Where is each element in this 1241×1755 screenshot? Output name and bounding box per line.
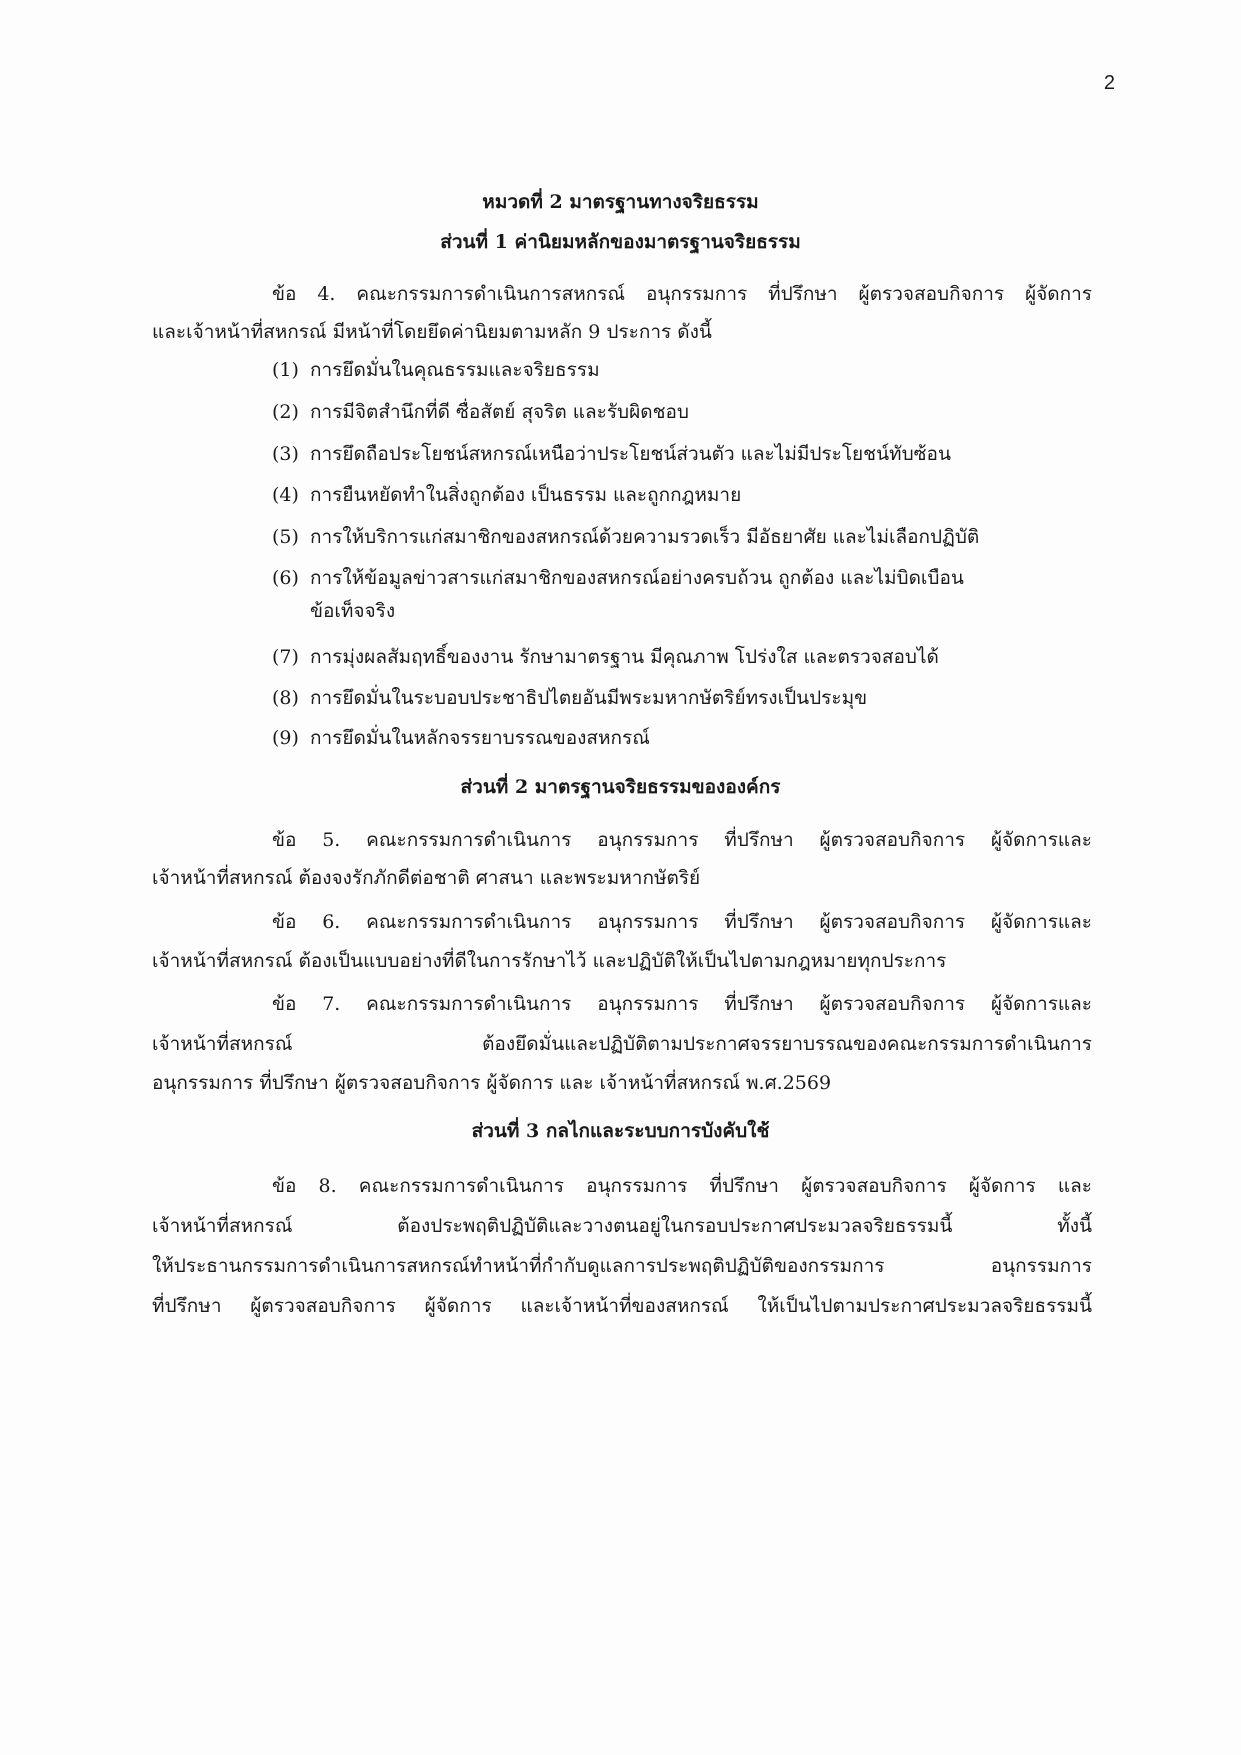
clause-8-line-2: เจ้าหน้าที่สหกรณ์ ต้องประพฤติปฏิบัติและวางตนอยู่ในกรอบประกาศประมวลจริยธรรมนี้ ทั้งนี้ (152, 1215, 1092, 1237)
list-item-number: (8) (272, 687, 299, 709)
list-item-number: (6) (272, 567, 299, 589)
clause-6-line-2: เจ้าหน้าที่สหกรณ์ ต้องเป็นแบบอย่างที่ดีในการรักษาไว้ และปฏิบัติให้เป็นไปตามกฎหมายทุกประการ (152, 950, 947, 972)
list-item-text: การยึดมั่นในคุณธรรมและจริยธรรม (310, 359, 600, 381)
list-item-text: การมีจิตสำนึกที่ดี ซื่อสัตย์ สุจริต และรับผิดชอบ (310, 401, 689, 423)
clause-7-line-3: อนุกรรมการ ที่ปรึกษา ผู้ตรวจสอบกิจการ ผู้จัดการ และ เจ้าหน้าที่สหกรณ์ พ.ศ.2569 (152, 1072, 832, 1094)
clause-5-line-2: เจ้าหน้าที่สหกรณ์ ต้องจงรักภักดีต่อชาติ ศาสนา และพระมหากษัตริย์ (152, 867, 701, 889)
list-item-number: (4) (272, 484, 299, 506)
clause-8-line-1: ข้อ 8. คณะกรรมการดำเนินการ อนุกรรมการ ที่ปรึกษา ผู้ตรวจสอบกิจการ ผู้จัดการ และ (272, 1175, 1092, 1197)
chapter-title: หมวดที่ 2 มาตรฐานทางจริยธรรม (482, 191, 759, 213)
list-item-text: การให้ข้อมูลข่าวสารแก่สมาชิกของสหกรณ์อย่างครบถ้วน ถูกต้อง และไม่บิดเบือน (310, 567, 964, 589)
list-item (272, 564, 964, 592)
list-item-text: การให้บริการแก่สมาชิกของสหกรณ์ด้วยความรวดเร็ว มีอัธยาศัย และไม่เลือกปฏิบัติ (310, 526, 980, 548)
list-item (272, 724, 650, 752)
list-item-number: (9) (272, 727, 299, 749)
list-item-text: การยึดมั่นในหลักจรรยาบรรณของสหกรณ์ (310, 727, 650, 749)
list-item-text: การยึดถือประโยชน์สหกรณ์เหนือว่าประโยชน์ส่วนตัว และไม่มีประโยชน์ทับซ้อน (310, 443, 951, 465)
list-item (272, 643, 939, 671)
section-3-title: ส่วนที่ 3 กลไกและระบบการบังคับใช้ (471, 1120, 770, 1142)
list-item-text: การมุ่งผลสัมฤทธิ์ของงาน รักษามาตรฐาน มีคุณภาพ โปร่งใส และตรวจสอบได้ (310, 646, 939, 668)
clause-7-line-1: ข้อ 7. คณะกรรมการดำเนินการ อนุกรรมการ ที่ปรึกษา ผู้ตรวจสอบกิจการ ผู้จัดการและ (272, 993, 1092, 1015)
list-item (272, 684, 867, 712)
clause-4-line-1: ข้อ 4. คณะกรรมการดำเนินการสหกรณ์ อนุกรรมการ ที่ปรึกษา ผู้ตรวจสอบกิจการ ผู้จัดการ (272, 283, 1092, 305)
list-item (272, 481, 741, 509)
clause-5-line-1: ข้อ 5. คณะกรรมการดำเนินการ อนุกรรมการ ที่ปรึกษา ผู้ตรวจสอบกิจการ ผู้จัดการและ (272, 829, 1092, 851)
list-item-number: (7) (272, 646, 299, 668)
list-item-continuation: ข้อเท็จจริง (310, 600, 396, 622)
list-item-number: (5) (272, 526, 299, 548)
list-item-number: (1) (272, 359, 299, 381)
section-1-title: ส่วนที่ 1 ค่านิยมหลักของมาตรฐานจริยธรรม (440, 231, 801, 253)
list-item-number: (2) (272, 401, 299, 423)
list-item (272, 398, 689, 426)
clause-4-line-2: และเจ้าหน้าที่สหกรณ์ มีหน้าที่โดยยึดค่านิยมตามหลัก 9 ประการ ดังนี้ (152, 321, 712, 343)
clause-8-line-3: ให้ประธานกรรมการดำเนินการสหกรณ์ทำหน้าที่กำกับดูแลการประพฤติปฏิบัติของกรรมการ อนุกรรมการ (152, 1255, 1092, 1277)
list-item-text: การยึดมั่นในระบอบประชาธิปไตยอันมีพระมหากษัตริย์ทรงเป็นประมุข (310, 687, 868, 709)
list-item (272, 356, 600, 384)
clause-8-line-4: ที่ปรึกษา ผู้ตรวจสอบกิจการ ผู้จัดการ และเจ้าหน้าที่ของสหกรณ์ ให้เป็นไปตามประกาศประมวลจริยธรรมนี้ (152, 1295, 1092, 1317)
list-item (272, 440, 951, 468)
list-item-number: (3) (272, 443, 299, 465)
list-item (272, 523, 979, 551)
clause-6-line-1: ข้อ 6. คณะกรรมการดำเนินการ อนุกรรมการ ที่ปรึกษา ผู้ตรวจสอบกิจการ ผู้จัดการและ (272, 911, 1092, 933)
section-2-title: ส่วนที่ 2 มาตรฐานจริยธรรมขององค์กร (460, 776, 781, 798)
clause-7-line-2: เจ้าหน้าที่สหกรณ์ ต้องยึดมั่นและปฏิบัติตามประกาศจรรยาบรรณของคณะกรรมการดำเนินการ (152, 1033, 1092, 1055)
list-item-text: การยืนหยัดทำในสิ่งถูกต้อง เป็นธรรม และถูกกฎหมาย (310, 484, 742, 506)
page-number: 2 (1103, 72, 1115, 94)
